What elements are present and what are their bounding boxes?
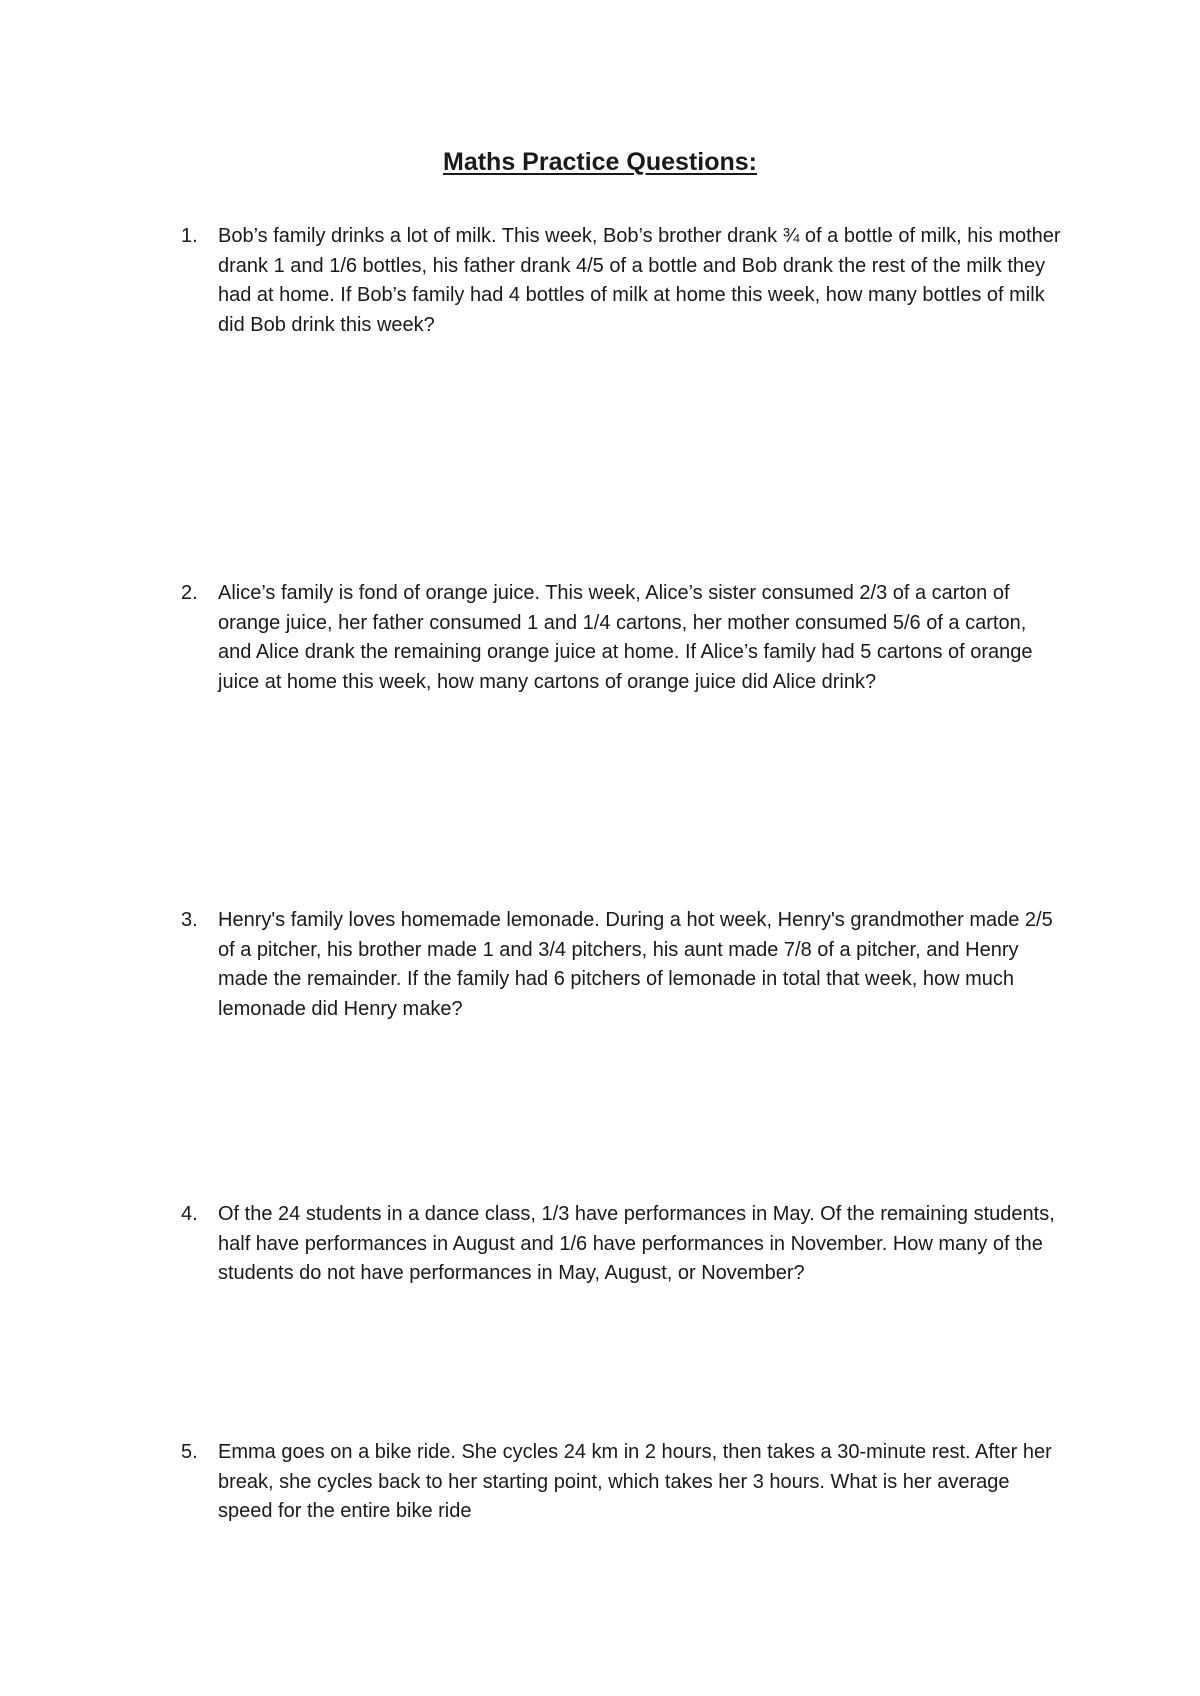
question-item xyxy=(181,579,1061,697)
page-title: Maths Practice Questions: xyxy=(443,148,757,176)
question-number: 2. xyxy=(181,582,198,604)
question-number: 5. xyxy=(181,1441,198,1463)
question-text: Bob’s family drinks a lot of milk. This week, Bob’s brother drank ¾ of a bottle of milk, his mother drank 1 and 1/6 bottles, his father drank 4/5 of a bottle and Bob drank the rest of the milk they had at home. If Bob’s family had 4 bottles of milk at home this week, how many bottles of milk did Bob drink this week? xyxy=(218,225,1061,336)
question-number: 3. xyxy=(181,909,198,931)
question-text: Emma goes on a bike ride. She cycles 24 km in 2 hours, then takes a 30-minute rest. After her break, she cycles back to her starting point, which takes her 3 hours. What is her average speed for the entire bike ride xyxy=(218,1441,1052,1522)
question-number: 1. xyxy=(181,225,198,247)
question-item xyxy=(181,1438,1061,1527)
question-item xyxy=(181,222,1061,340)
question-item xyxy=(181,906,1061,1024)
question-text: Henry's family loves homemade lemonade. During a hot week, Henry's grandmother made 2/5 of a pitcher, his brother made 1 and 3/4 pitchers, his aunt made 7/8 of a pitcher, and Henry made the remainder. If the family had 6 pitchers of lemonade in total that week, how much lemonade did Henry make? xyxy=(218,909,1053,1020)
question-item xyxy=(181,1200,1061,1289)
question-text: Of the 24 students in a dance class, 1/3 have performances in May. Of the remaining students, half have performances in August and 1/6 have performances in November. How many of the students do not have performances in May, August, or November? xyxy=(218,1203,1055,1284)
question-number: 4. xyxy=(181,1203,198,1225)
question-text: Alice’s family is fond of orange juice. This week, Alice’s sister consumed 2/3 of a carton of orange juice, her father consumed 1 and 1/4 cartons, her mother consumed 5/6 of a carton, and Alice drank the remaining orange juice at home. If Alice’s family had 5 cartons of orange juice at home this week, how many cartons of orange juice did Alice drink? xyxy=(218,582,1033,693)
